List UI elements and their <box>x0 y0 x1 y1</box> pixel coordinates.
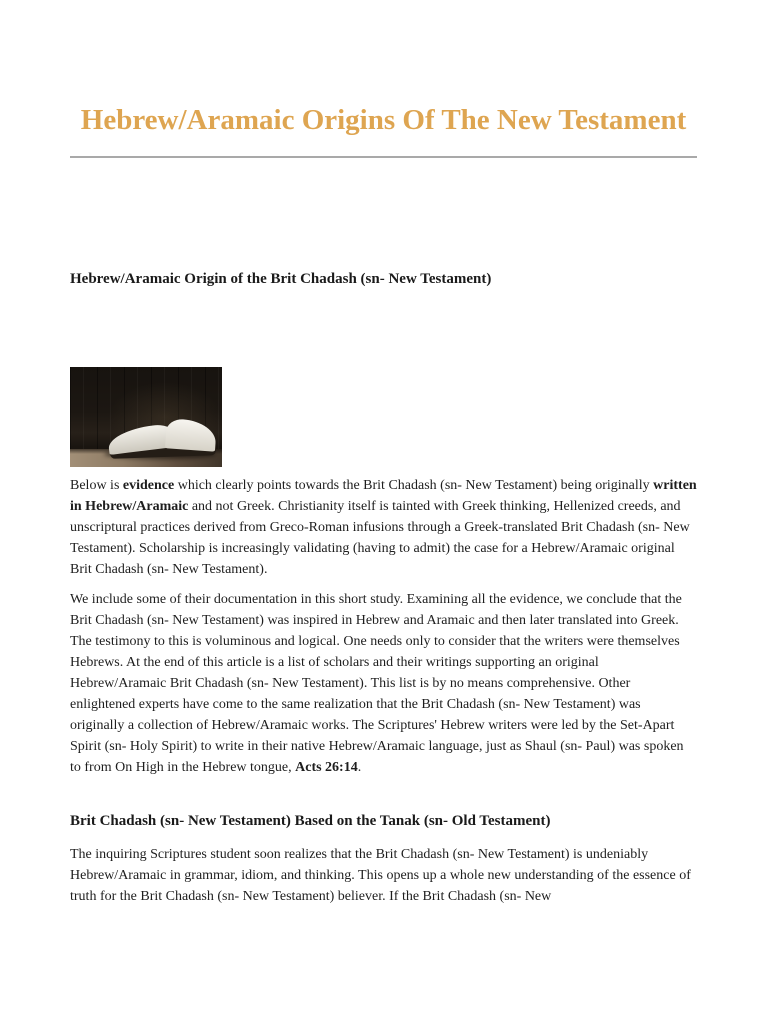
open-bible-photo <box>70 367 222 467</box>
paragraph-evidence: Below is evidence which clearly points towards the Brit Chadash (sn- New Testament) being originally written in Hebrew/Aramaic and not Greek. Christianity itself is tainted with Greek thinking, Hellenized creeds, and unscriptural practices derived from Greco-Roman infusions through a Greek-translated Brit Chadash (sn- New Testament). Scholarship is increasingly validating (having to admit) the case for a Hebrew/Aramaic original Brit Chadash (sn- New Testament). <box>70 478 697 577</box>
section-heading-tanak: Brit Chadash (sn- New Testament) Based on the Tanak (sn- Old Testament) <box>70 813 551 829</box>
document-title: Hebrew/Aramaic Origins Of The New Testament <box>80 104 687 136</box>
title-divider <box>70 156 697 158</box>
document-page <box>70 0 697 907</box>
paragraph-inquiring-student: The inquiring Scriptures student soon realizes that the Brit Chadash (sn- New Testament) is undeniably Hebrew/Aramaic in grammar, idiom, and thinking. This opens up a whole new understanding of the essence of truth for the Brit Chadash (sn- New Testament) believer. If the Brit Chadash (sn- New <box>70 847 691 904</box>
section-heading-origin: Hebrew/Aramaic Origin of the Brit Chadash (sn- New Testament) <box>70 271 492 287</box>
paragraph-documentation: We include some of their documentation in this short study. Examining all the evidence, we conclude that the Brit Chadash (sn- New Testament) was inspired in Hebrew and Aramaic and then later translated into Greek. The testimony to this is voluminous and logical. One needs only to consider that the writers were themselves Hebrews. At the end of this article is a list of scholars and their writings supporting an original Hebrew/Aramaic Brit Chadash (sn- New Testament). This list is by no means comprehensive. Other enlightened experts have come to the same realization that the Brit Chadash (sn- New Testament) was originally a collection of Hebrew/Aramaic works. The Scriptures' Hebrew writers were led by the Set-Apart Spirit (sn- Holy Spirit) to write in their native Hebrew/Aramaic language, just as Shaul (sn- Paul) was spoken to from On High in the Hebrew tongue, Acts 26:14. <box>70 592 684 775</box>
